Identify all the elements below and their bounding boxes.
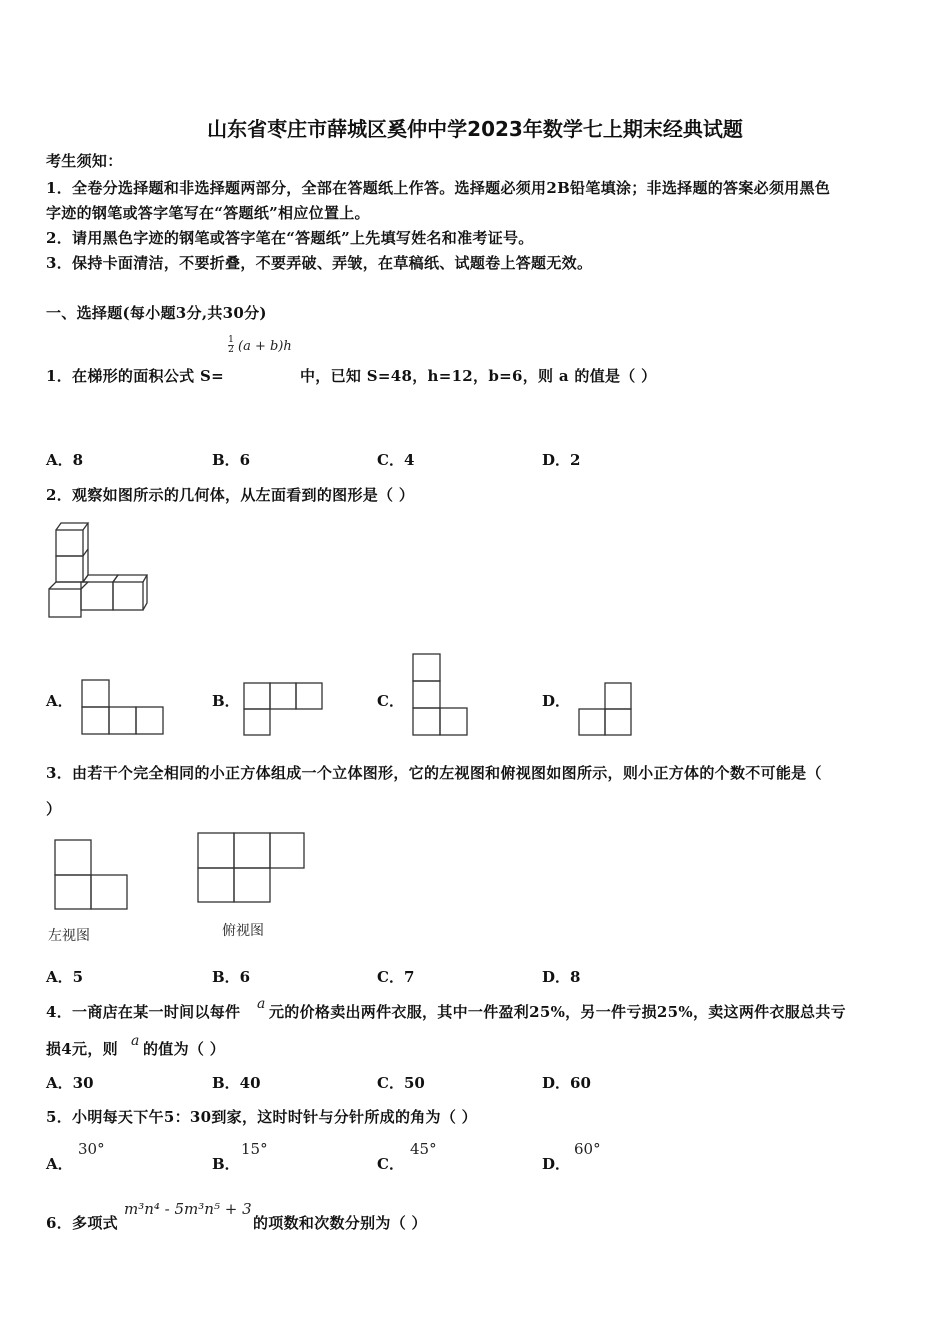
q5-option-b-label[interactable]: B．	[212, 1155, 240, 1173]
q3-text: 3．由若干个完全相同的小正方体组成一个立体图形，它的左视图和俯视图如图所示，则小正方体的个数不可能是（	[46, 764, 822, 782]
q1-option-a[interactable]: A．8	[46, 451, 84, 469]
q1-formula-fraction	[226, 336, 236, 355]
q1-prefix: 1．在梯形的面积公式 S=	[46, 367, 224, 385]
notice-line-1b: 字迹的钢笔或答字笔写在“答题纸”相应位置上。	[46, 204, 370, 222]
q2-solid-figure	[46, 522, 151, 620]
notice-line-3: 3．保持卡面清洁，不要折叠，不要弄破、弄皱，在草稿纸、试题卷上答题无效。	[46, 254, 593, 272]
q5-option-a-value: 30°	[78, 1140, 105, 1158]
q5-option-d-value: 60°	[574, 1140, 601, 1158]
q4-option-c[interactable]: C．50	[377, 1074, 425, 1092]
q3-left-view-label: 左视图	[48, 928, 90, 944]
notice-line-2: 2．请用黑色字迹的钢笔或答字笔在“答题纸”上先填写姓名和准考证号。	[46, 229, 534, 247]
q1-formula-body: (a + b)h	[238, 339, 292, 354]
q5-option-a-label[interactable]: A．	[46, 1155, 73, 1173]
q2-option-b[interactable]: B．	[212, 692, 240, 710]
q3-option-a[interactable]: A．5	[46, 968, 84, 986]
section-heading: 一、选择题(每小题3分,共30分)	[46, 304, 267, 322]
q5-option-d-label[interactable]: D．	[542, 1155, 571, 1173]
q1-option-d[interactable]: D．2	[542, 451, 581, 469]
q5-option-c-label[interactable]: C．	[377, 1155, 404, 1173]
q1-option-c[interactable]: C．4	[377, 451, 415, 469]
q2-option-a[interactable]: A．	[46, 692, 73, 710]
q4-part-1: 4．一商店在某一时间以每件	[46, 1003, 241, 1021]
page-title: 山东省枣庄市薛城区奚仲中学2023年数学七上期末经典试题	[207, 117, 743, 141]
q2-option-b-figure	[243, 682, 325, 736]
notice-line-1a: 1．全卷分选择题和非选择题两部分，全部在答题纸上作答。选择题必须用2B铅笔填涂；非选择题的答案必须用黑色	[46, 179, 831, 197]
q5-option-b-value: 15°	[241, 1140, 268, 1158]
q4-option-d[interactable]: D．60	[542, 1074, 591, 1092]
q2-option-a-figure	[81, 679, 165, 735]
q1-formula-numerator: 1	[228, 335, 234, 345]
q1-formula-denominator: 2	[228, 345, 234, 355]
q2-option-c-figure	[412, 653, 470, 737]
q3-top-view-figure	[197, 832, 307, 904]
q6-polynomial: m³n⁴ - 5m³n⁵ + 3	[124, 1200, 252, 1218]
q3-left-view-figure	[54, 839, 130, 911]
q4-option-a[interactable]: A．30	[46, 1074, 94, 1092]
q4-option-b[interactable]: B．40	[212, 1074, 261, 1092]
q2-text: 2．观察如图所示的几何体，从左面看到的图形是（ ）	[46, 486, 415, 504]
q3-text-cont: ）	[46, 800, 62, 818]
q3-option-d[interactable]: D．8	[542, 968, 581, 986]
q4-variable-a: a	[257, 996, 266, 1012]
q1-suffix: 中，已知 S=48，h=12，b=6，则 a 的值是（ ）	[300, 367, 657, 385]
q3-option-b[interactable]: B．6	[212, 968, 251, 986]
q4-part-2: 元的价格卖出两件衣服，其中一件盈利25%，另一件亏损25%，卖这两件衣服总共亏	[269, 1003, 846, 1021]
q2-option-d-figure	[578, 682, 634, 738]
q4-part-3: 损4元，则	[46, 1040, 118, 1058]
notice-heading: 考生须知：	[46, 152, 123, 170]
q6-prefix: 6．多项式	[46, 1214, 118, 1232]
q5-option-c-value: 45°	[410, 1140, 437, 1158]
q3-option-c[interactable]: C．7	[377, 968, 415, 986]
q3-top-view-label: 俯视图	[222, 923, 264, 939]
q5-text: 5．小明每天下午5：30到家，这时时针与分针所成的角为（ ）	[46, 1108, 477, 1126]
q4-part-4: 的值为（ ）	[143, 1040, 226, 1058]
q1-option-b[interactable]: B．6	[212, 451, 251, 469]
q4-variable-a-2: a	[131, 1033, 140, 1049]
q2-option-d[interactable]: D．	[542, 692, 571, 710]
q6-suffix: 的项数和次数分别为（ ）	[253, 1214, 427, 1232]
q2-option-c[interactable]: C．	[377, 692, 404, 710]
